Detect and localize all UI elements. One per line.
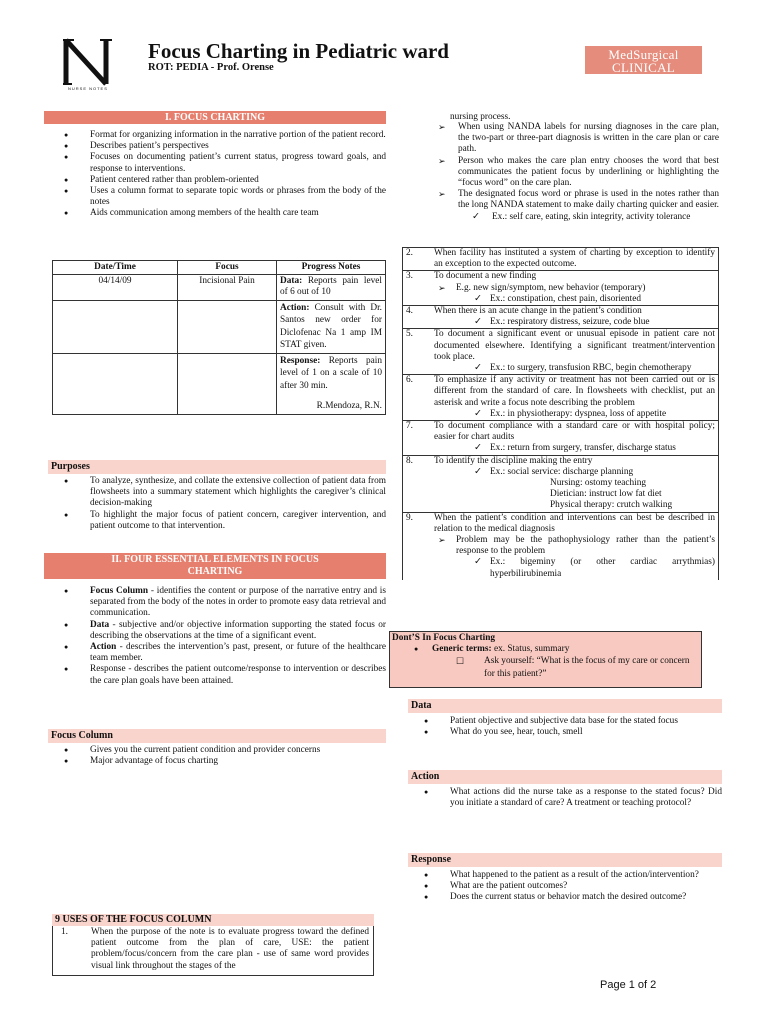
col-focus: Focus	[178, 261, 277, 275]
list-item: ● To analyze, synthesize, and collate the extensive collection of patient data from flowsheets into a summary statement which highlights the caregiver’s clinical decision-making	[50, 476, 386, 510]
term-text: - subjective and/or objective information supporting the stated focus or describing the observations at the time of a significant event.	[90, 619, 386, 641]
table-row	[403, 421, 719, 456]
arrow-text: E.g. new sign/symptom, new behavior (temporary)	[456, 282, 646, 293]
list-item: ● Format for organizing information in the narrative portion of the patient record.	[50, 130, 386, 141]
check-text: Ex.: bigeminy (or other cardiac arrythmias) hyperbilirubinemia	[490, 557, 715, 579]
logo-text: NURSE NOTES	[68, 86, 108, 91]
purposes-list	[50, 476, 386, 532]
check-item	[434, 317, 715, 328]
list-item: ● To highlight the major focus of patient concern, caregiver intervention, and patient outcome to that intervention.	[50, 510, 386, 532]
item-body	[431, 421, 719, 456]
bullet-icon: ●	[414, 645, 419, 653]
data-text: Reports pain level of 6 out of 10	[280, 276, 382, 298]
arrow-text: Person who makes the care plan entry chooses the word that best communicates the patient focus by underlining or highlighting the “focus word” on the care plan.	[458, 155, 719, 189]
cell-response	[277, 353, 386, 414]
list-item: ● Gives you the current patient condition and provider concerns	[50, 745, 386, 756]
table-cell	[53, 300, 178, 353]
term: Data	[90, 619, 110, 630]
data-label: Data:	[280, 276, 303, 287]
donts-box	[389, 631, 702, 688]
uses-heading: 9 USES OF THE FOCUS COLUMN	[52, 914, 374, 926]
item-text: To document a significant event or unusual episode in patient care not documented elsewhere. Identifying a significant treatment/intervention took place.	[434, 329, 715, 362]
signature: R.Mendoza, R.N.	[316, 401, 382, 412]
cell-date: 04/14/09	[53, 275, 178, 300]
check-text: Ex.: self care, eating, skin integrity, activity tolerance	[492, 211, 691, 222]
item-body	[431, 329, 719, 375]
table-row	[403, 271, 719, 306]
list-item: ● Patient centered rather than problem-oriented	[50, 175, 386, 186]
action-label: Action:	[280, 302, 310, 313]
check-extra: Physical therapy: crutch walking	[550, 500, 673, 511]
focus-column-heading: Focus Column	[48, 729, 386, 743]
list-item: ● What do you see, hear, touch, smell	[410, 727, 722, 738]
section2-heading-line1: II. FOUR ESSENTIAL ELEMENTS IN FOCUS	[111, 554, 319, 565]
col-notes: Progress Notes	[277, 261, 386, 275]
donts-heading: Dont’S In Focus Charting	[390, 632, 701, 644]
list-item: ● What happened to the patient as a result of the action/intervention?	[410, 870, 722, 881]
col-date: Date/Time	[53, 261, 178, 275]
arrow-item	[434, 535, 715, 557]
uses-item1	[52, 926, 374, 976]
term-text: - identifies the content or purpose of the narrative entry and is separated from the body of the notes in order to promote easy data retrieval and communication.	[90, 586, 386, 619]
badge-line1: MedSurgical	[608, 47, 679, 62]
arrow-item	[402, 122, 719, 156]
item-text: To document compliance with a standard care or with hospital policy; easier for chart audits	[434, 421, 715, 443]
arrow-item	[402, 156, 719, 190]
table-cell	[178, 300, 277, 353]
list-item: ● What actions did the nurse take as a response to the stated focus? Did you initiate a standard of care? A treatment or teaching protocol?	[410, 787, 722, 809]
page-number: Page 1 of 2	[600, 979, 657, 991]
item-body	[431, 306, 719, 329]
item-text: To identify the discipline making the entry	[434, 455, 593, 466]
clinical-badge	[585, 46, 702, 74]
term-text: Response - describes the patient outcome/response to intervention or describes the care plan goals have been attained.	[90, 664, 386, 686]
arrow-text: When using NANDA labels for nursing diagnoses in the care plan, the two-part or three-part diagnosis is written in the care plan or care path.	[458, 122, 719, 155]
donts-ask	[390, 655, 701, 687]
check-item	[434, 557, 715, 579]
check-extra: Nursing: ostomy teaching	[550, 478, 647, 489]
item-body	[431, 455, 719, 512]
list-item: ● Aids communication among members of the health care team	[50, 208, 386, 219]
section1-heading: I. FOCUS CHARTING	[44, 111, 386, 124]
check-item	[402, 212, 719, 223]
item-text: To document a new finding	[434, 271, 537, 282]
item-body	[431, 271, 719, 306]
item-number: 1.	[61, 927, 68, 937]
item-number: 7.	[403, 421, 432, 456]
check-item	[434, 467, 715, 478]
data-heading: Data	[408, 699, 722, 713]
item-number: 3.	[403, 271, 432, 306]
page-title: Focus Charting in Pediatric ward	[148, 39, 449, 63]
check-item	[434, 443, 715, 454]
list-item: ● What are the patient outcomes?	[410, 881, 722, 892]
check-text: Ex.: social service: discharge planning	[490, 466, 634, 477]
item-text: To emphasize if any activity or treatment has not been carried out or is different from the standard of care. In flowsheets with checklist, put an asterisk and write a focus note describing the problem	[434, 375, 715, 408]
check-text: Ex.: return from surgery, transfer, discharge status	[490, 443, 676, 454]
item-number: 5.	[403, 329, 432, 375]
page-subtitle: ROT: PEDIA - Prof. Orense	[148, 62, 274, 73]
cell-focus: Incisional Pain	[178, 275, 277, 300]
item-body	[431, 512, 719, 580]
check-text: Ex.: respiratory distress, seizure, code blue	[490, 317, 650, 328]
arrow-item	[434, 283, 715, 294]
badge-line2: CLINICAL	[611, 60, 676, 75]
list-item	[50, 586, 386, 620]
action-text: Consult with Dr. Santos new order for Diclofenac Na 1 amp IM STAT given.	[280, 302, 383, 351]
table-row	[403, 248, 719, 271]
donts-term	[390, 644, 701, 655]
arrow-text: The designated focus word or phrase is used in the notes rather than the long NANDA statement to make daily charting quicker and easier.	[458, 189, 720, 211]
table-cell	[178, 353, 277, 414]
action-heading: Action	[408, 770, 722, 784]
term: Focus Column	[90, 586, 149, 596]
check-text: Ex.: constipation, chest pain, disoriented	[490, 293, 642, 304]
purposes-heading: Purposes	[48, 460, 386, 474]
focus-charting-table	[52, 260, 386, 415]
list-item	[50, 664, 386, 686]
check-item	[434, 363, 715, 374]
cell-data	[277, 275, 386, 300]
list-item: ● Does the current status or behavior match the desired outcome?	[410, 892, 722, 903]
table-row	[403, 329, 719, 375]
response-heading: Response	[408, 853, 722, 867]
table-cell	[53, 353, 178, 414]
section2-heading	[44, 553, 386, 579]
data-list	[410, 716, 722, 738]
check-text: Ex.: to surgery, transfusion RBC, begin chemotherapy	[490, 363, 692, 374]
item-text: When the patient’s condition and interventions can best be described in relation to the medical diagnosis	[434, 512, 715, 534]
list-item: ● Uses a column format to separate topic words or phrases from the body of the notes	[50, 186, 386, 208]
list-item	[50, 620, 386, 642]
table-row	[403, 306, 719, 329]
logo-n-icon	[60, 34, 120, 92]
item-body	[431, 375, 719, 421]
section1-list	[50, 130, 386, 220]
term-text: - describes the intervention’s past, present, or future of the healthcare team member.	[90, 642, 386, 664]
uses-cont-block	[402, 122, 719, 223]
check-text: Ex.: in physiotherapy: dyspnea, loss of appetite	[490, 408, 667, 419]
term-text: ex. Status, summary	[491, 644, 570, 654]
table-row	[403, 455, 719, 512]
item-text: When the purpose of the note is to evaluate progress toward the defined patient outcome from the plan of care, USE: the patient problem/focus/concern from the care plan - use of same word provides visual link throughout the stages of the	[91, 927, 369, 971]
list-item: ● Focuses on documenting patient’s current status, progress toward goals, and response to interventions.	[50, 152, 386, 174]
item-text: When there is an acute change in the patient’s condition	[434, 306, 642, 317]
list-item	[50, 642, 386, 664]
section2-list	[50, 586, 386, 687]
item-number: 2.	[403, 248, 432, 271]
check-item	[434, 294, 715, 305]
section2-heading-line2: CHARTING	[187, 566, 243, 577]
item-number: 6.	[403, 375, 432, 421]
table-row	[403, 375, 719, 421]
table-row	[403, 512, 719, 580]
arrow-text: Problem may be the pathophysiology rather than the patient’s response to the problem	[456, 535, 715, 557]
focus-column-list	[50, 745, 386, 767]
check-item	[434, 409, 715, 420]
response-text: Reports pain level of 1 on a scale of 10 after 30 min.	[280, 355, 382, 391]
item-number: 9.	[403, 512, 432, 580]
list-item: ● Major advantage of focus charting	[50, 756, 386, 767]
check-extra: Dietician: instruct low fat diet	[550, 489, 662, 500]
term: Generic terms:	[432, 644, 492, 654]
list-item: ● Describes patient’s perspectives	[50, 141, 386, 152]
item-text: When facility has instituted a system of charting by exception to identify an exception to the expected outcome.	[431, 248, 719, 271]
item-number: 4.	[403, 306, 432, 329]
list-item: ● Patient objective and subjective data base for the stated focus	[410, 716, 722, 727]
uses-table	[402, 247, 719, 580]
ask-text: Ask yourself: “What is the focus of my care or concern for this patient?”	[484, 656, 690, 680]
term: Action	[90, 642, 117, 653]
checkbox-icon: ☐	[456, 656, 465, 667]
cell-action	[277, 300, 386, 353]
action-list	[410, 787, 722, 809]
response-list	[410, 870, 722, 904]
uses-cont-line: nursing process.	[450, 112, 511, 122]
response-label: Response:	[280, 355, 321, 366]
arrow-item	[402, 189, 719, 211]
item-number: 8.	[403, 455, 432, 512]
logo	[60, 34, 120, 92]
